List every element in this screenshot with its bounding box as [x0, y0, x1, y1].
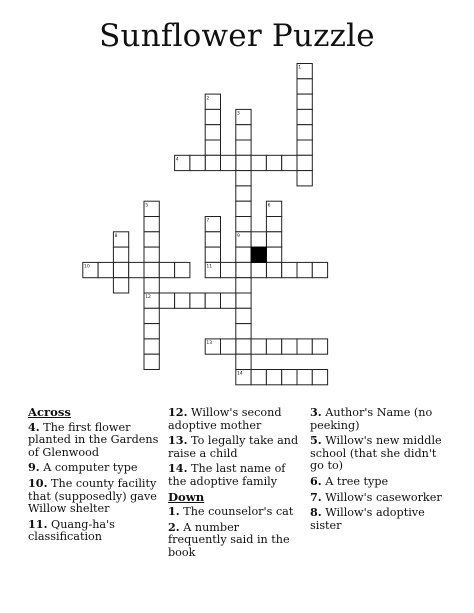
clue-number-label: 9	[237, 234, 240, 239]
clue-down-5: 5. Willow's new middle school (that she didn't go to)	[310, 433, 442, 473]
clue-across-9: 9. A computer type	[28, 460, 138, 475]
clues-column-3	[310, 406, 450, 534]
grid-cell[interactable]	[251, 370, 266, 385]
grid-cell[interactable]	[236, 140, 251, 155]
grid-cell[interactable]	[266, 232, 281, 247]
grid-cell[interactable]	[312, 339, 327, 354]
grid-cell[interactable]	[297, 140, 312, 155]
grid-cell[interactable]	[113, 278, 128, 293]
grid-cell[interactable]	[221, 339, 236, 354]
clue-number-label: 3	[237, 111, 240, 117]
grid-cell[interactable]	[251, 339, 266, 354]
grid-cell[interactable]	[205, 109, 220, 124]
grid-cell[interactable]	[113, 262, 128, 277]
clue-across-10: 10. The county facility that (supposedly) gave Willow shelter	[28, 475, 157, 516]
clue-across-14: 14. The last name of the adoptive family	[168, 461, 286, 488]
grid-cell[interactable]	[236, 247, 251, 262]
grid-cell[interactable]	[266, 262, 281, 277]
grid-cell[interactable]	[266, 155, 281, 170]
grid-cell[interactable]	[266, 339, 281, 354]
grid-cell[interactable]	[297, 155, 312, 170]
grid-cell[interactable]	[251, 232, 266, 247]
grid-cell[interactable]	[297, 125, 312, 140]
clue-across-12: 12. Willow's second adoptive mother	[168, 405, 282, 432]
down-heading: Down	[168, 489, 205, 504]
grid-cell[interactable]	[236, 171, 251, 186]
grid-cell[interactable]	[266, 247, 281, 262]
grid-cell[interactable]	[221, 293, 236, 308]
grid-cell[interactable]	[312, 370, 327, 385]
clue-down-2: 2. A number frequently said in the book	[168, 519, 290, 559]
grid-cell[interactable]	[266, 370, 281, 385]
grid-cell[interactable]	[144, 308, 159, 323]
grid-cell[interactable]	[98, 262, 113, 277]
clue-number-label: 11	[206, 264, 213, 270]
grid-cell[interactable]	[251, 155, 266, 170]
clue-across-13: 13. To legally take and raise a child	[168, 433, 299, 460]
grid-cell[interactable]	[236, 339, 251, 354]
grid-cell[interactable]	[144, 232, 159, 247]
grid-cell[interactable]	[297, 262, 312, 277]
clue-number-label: 13	[206, 341, 213, 347]
grid-cell[interactable]	[205, 125, 220, 140]
grid-cell[interactable]	[129, 262, 144, 277]
grid-cell[interactable]	[205, 247, 220, 262]
grid-cell[interactable]	[282, 262, 297, 277]
grid-cell[interactable]	[236, 201, 251, 216]
grid-cell[interactable]	[297, 94, 312, 109]
grid-cell[interactable]	[297, 109, 312, 124]
clue-number-label: 5	[145, 203, 149, 209]
puzzle-title: Sunflower Puzzle	[99, 18, 375, 54]
grid-cell[interactable]	[205, 155, 220, 170]
black-square	[251, 247, 266, 262]
clue-number-label: 4	[175, 157, 179, 163]
grid-cell[interactable]	[221, 262, 236, 277]
clues-column-2	[168, 406, 300, 562]
grid-cell[interactable]	[282, 370, 297, 385]
grid-cell[interactable]	[113, 247, 128, 262]
grid-cell[interactable]	[236, 155, 251, 170]
grid-cell[interactable]	[236, 293, 251, 308]
clue-number-label: 8	[114, 234, 118, 239]
grid-cell[interactable]	[190, 293, 205, 308]
clue-down-1: 1. The counselor's cat	[168, 504, 294, 519]
clue-down-8: 8. Willow's adoptive sister	[310, 505, 425, 532]
grid-cell[interactable]	[236, 262, 251, 277]
grid-cell[interactable]	[190, 155, 205, 170]
grid-cell[interactable]	[144, 247, 159, 262]
grid-cell[interactable]	[236, 125, 251, 140]
grid-cell[interactable]	[266, 217, 281, 232]
clue-number-label: 2	[206, 96, 210, 102]
grid-cell[interactable]	[144, 262, 159, 277]
grid-cell[interactable]	[297, 339, 312, 354]
clue-number-label: 14	[237, 371, 243, 377]
grid-cell[interactable]	[236, 186, 251, 201]
grid-cell[interactable]	[175, 293, 190, 308]
grid-cell[interactable]	[251, 262, 266, 277]
clue-across-4: 4. The first flower planted in the Gardens of Glenwood	[28, 419, 159, 459]
grid-cell[interactable]	[297, 79, 312, 94]
clue-number-label: 10	[84, 264, 90, 270]
grid-cell[interactable]	[282, 339, 297, 354]
grid-cell[interactable]	[144, 339, 159, 354]
grid-cell[interactable]	[221, 155, 236, 170]
grid-cell[interactable]	[205, 232, 220, 247]
grid-cell[interactable]	[236, 278, 251, 293]
grid-cell[interactable]	[236, 308, 251, 323]
grid-cell[interactable]	[312, 262, 327, 277]
grid-cell[interactable]	[282, 155, 297, 170]
across-heading: Across	[28, 405, 71, 419]
grid-cell[interactable]	[175, 262, 190, 277]
clue-down-6: 6. A tree type	[310, 473, 389, 488]
grid-cell[interactable]	[236, 217, 251, 232]
grid-cell[interactable]	[297, 370, 312, 385]
grid-cell[interactable]	[144, 324, 159, 339]
grid-cell[interactable]	[236, 324, 251, 339]
clue-number-label: 7	[206, 218, 210, 224]
grid-cell[interactable]	[297, 171, 312, 186]
clue-across-11: 11. Quang-ha's classification	[28, 516, 115, 544]
clue-down-3: 3. Author's Name (no peeking)	[310, 405, 433, 432]
grid-cell[interactable]	[144, 217, 159, 232]
grid-cell[interactable]	[144, 278, 159, 293]
clue-down-7: 7. Willow's caseworker	[310, 489, 442, 504]
grid-cell[interactable]	[236, 354, 251, 369]
clue-number-label: 12	[145, 295, 151, 301]
grid-cell[interactable]	[205, 140, 220, 155]
clues-column-1	[28, 406, 163, 546]
grid-cell[interactable]	[159, 262, 174, 277]
clue-number-label: 6	[267, 203, 271, 209]
grid-cell[interactable]	[144, 354, 159, 369]
grid-cell[interactable]	[205, 293, 220, 308]
grid-cell[interactable]	[159, 293, 174, 308]
clue-number-label: 1	[298, 65, 302, 71]
